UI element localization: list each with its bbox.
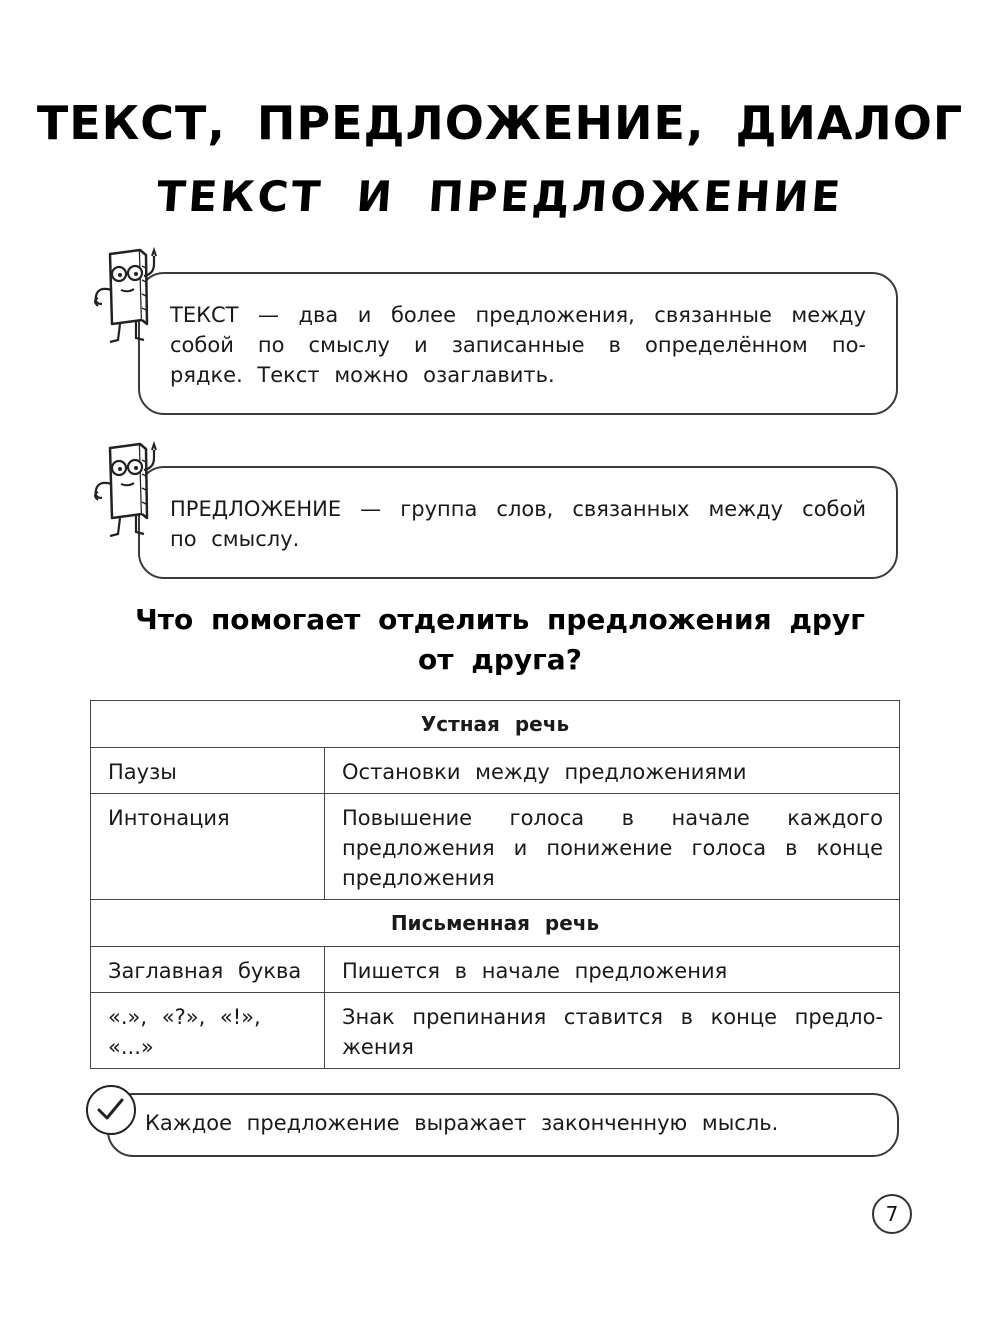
table-row	[91, 947, 900, 993]
table-cell-term: «.», «?», «!», «...»	[91, 993, 325, 1069]
question-heading	[0, 600, 1000, 680]
question-line-2: от друга?	[418, 643, 582, 676]
table-section-header	[91, 701, 900, 748]
table-cell-desc: Повышение голоса в начале каждого предложения и понижение голоса в конце предложения	[325, 794, 900, 900]
question-line-1: Что помогает отделить предложения друг	[135, 603, 865, 636]
table-cell-desc: Пишется в начале предложения	[325, 947, 900, 993]
oral-speech-heading: Устная речь	[91, 701, 900, 748]
section-title: ТЕКСТ И ПРЕДЛОЖЕНИЕ	[155, 172, 845, 221]
table-cell-term: Паузы	[91, 748, 325, 794]
page-number: 7	[872, 1194, 912, 1234]
table-section-header	[91, 900, 900, 947]
table-cell-desc: Знак препинания ставится в конце предло-жения	[325, 993, 900, 1069]
book-character-icon	[80, 440, 170, 540]
table-row	[91, 993, 900, 1069]
written-speech-heading: Письменная речь	[91, 900, 900, 947]
table-cell-desc: Остановки между предложениями	[325, 748, 900, 794]
page-title: ТЕКСТ, ПРЕДЛОЖЕНИЕ, ДИАЛОГ	[36, 96, 964, 150]
book-character-icon	[80, 246, 170, 346]
table-cell-term: Заглавная буква	[91, 947, 325, 993]
checkmark-icon	[86, 1085, 136, 1135]
table-row	[91, 794, 900, 900]
table-row	[91, 748, 900, 794]
definition-text: ТЕКСТ — два и более предложения, связанные между собой по смыслу и записанные в определённом по-рядке. Текст можно озаглавить.	[170, 303, 866, 387]
table-cell-term: Интонация	[91, 794, 325, 900]
speech-table	[90, 700, 900, 1069]
definition-text: ПРЕДЛОЖЕНИЕ — группа слов, связанных между собой по смыслу.	[170, 497, 866, 551]
note-text: Каждое предложение выражает законченную мысль.	[145, 1111, 779, 1135]
